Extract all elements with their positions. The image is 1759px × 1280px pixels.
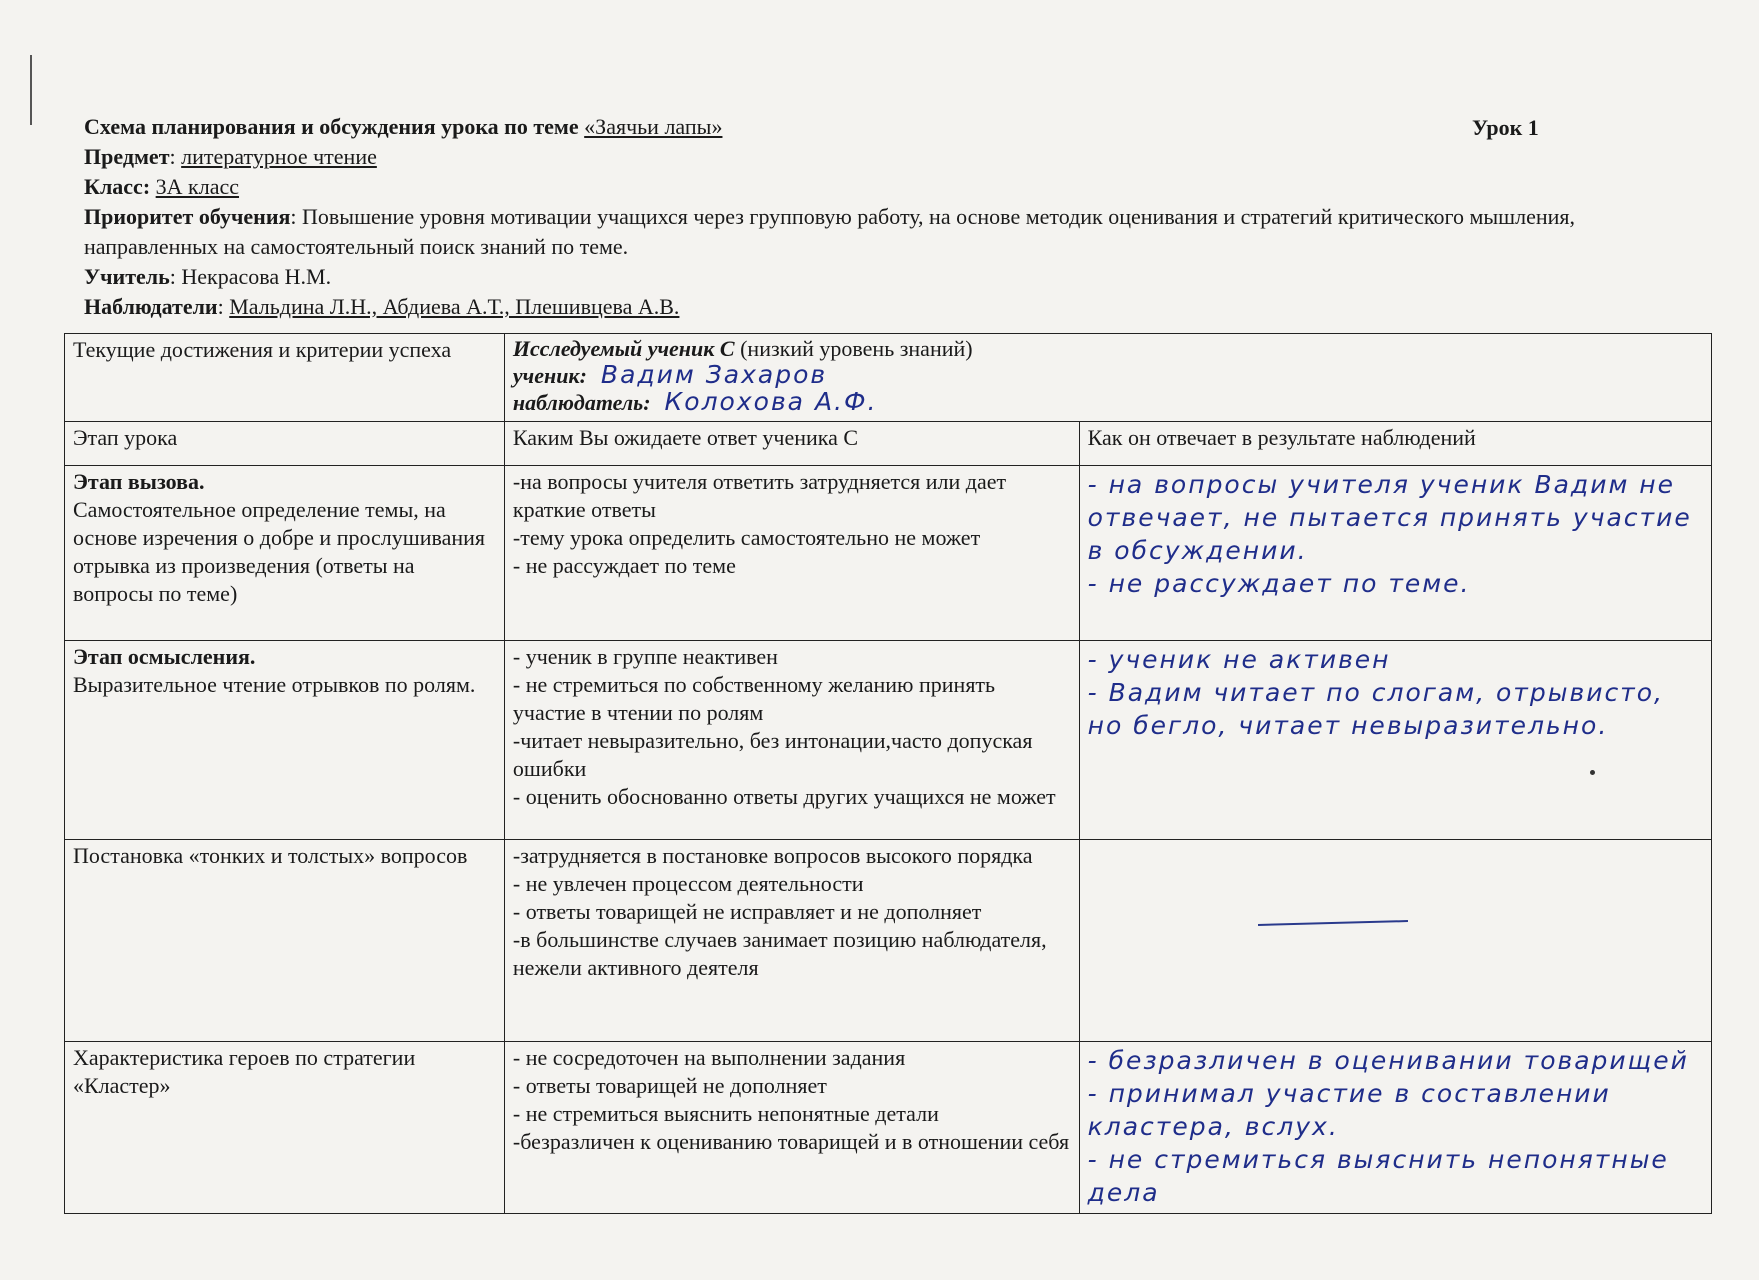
observer-name-handwritten: Колохова А.Ф. (664, 387, 878, 416)
stage-cell (65, 840, 505, 1042)
column-header-expected: Каким Вы ожидаете ответ ученика С (504, 422, 1079, 466)
teacher-label: Учитель (84, 264, 170, 289)
paper-edge-mark (30, 55, 32, 125)
expected-item: -безразличен к оцениванию товарищей и в отношении себя (512, 1129, 1070, 1154)
stage-title: Этап вызова. (73, 469, 205, 494)
priority-line (84, 202, 1704, 262)
table-row (65, 466, 1712, 641)
observed-note-handwritten: - не рассуждает по теме. (1087, 569, 1471, 598)
criteria-header-cell (65, 334, 505, 422)
column-header-row (65, 422, 1712, 466)
observation-table (64, 333, 1712, 1214)
expected-cell (504, 840, 1079, 1042)
teacher-value: : Некрасова Н.М. (169, 264, 332, 289)
observer-line (513, 389, 1703, 416)
subject-value: литературное чтение (181, 144, 377, 169)
stage-cell (65, 1042, 505, 1214)
class-line (84, 172, 1704, 202)
title-label: Схема планирования и обсуждения урока по теме (84, 114, 585, 139)
table-row (65, 1042, 1712, 1214)
observers-line: Наблюдатели: Мальдина Л.Н., Абдиева А.Т., Плешивцева А.В. (84, 294, 680, 319)
document-header (84, 112, 1704, 322)
class-label: Класс: (84, 174, 156, 199)
table-row (65, 641, 1712, 840)
table-top-row (65, 334, 1712, 422)
expected-item: - не стремиться выяснить непонятные детали (512, 1101, 939, 1126)
expected-item: -затрудняется в постановке вопросов высокого порядка (512, 843, 1033, 868)
expected-item: - не стремиться по собственному желанию принять участие в чтении по ролям (512, 672, 996, 725)
student-info-cell (504, 334, 1711, 422)
stage-description: Самостоятельное определение темы, на основе изречения о добре и прослушивания отрывка из произведения (ответы на вопросы по теме) (73, 497, 486, 606)
observed-note-handwritten: - ученик не активен (1087, 645, 1391, 674)
class-value: 3А класс (155, 174, 240, 199)
priority-value: : Повышение уровня мотивации учащихся через групповую работу, на основе методик оценивания и стратегий критического мышления, направленных на самостоятельный поиск знаний по теме. (84, 204, 1576, 259)
student-line (513, 362, 1703, 389)
column-header-observed: Как он отвечает в результате наблюдений (1079, 422, 1711, 466)
expected-item: - оценить обоснованно ответы других учащихся не может (512, 784, 1056, 809)
expected-item: - не сосредоточен на выполнении задания (512, 1045, 906, 1070)
observed-note-handwritten: - не стремиться выяснить непонятные дела (1087, 1145, 1669, 1207)
teacher-line (84, 262, 1704, 292)
observed-cell (1079, 466, 1711, 641)
stage-description: Постановка «тонких и толстых» вопросов (73, 843, 468, 868)
observed-note-handwritten: - безразличен в оценивании товарищей (1087, 1046, 1689, 1075)
criteria-header: Текущие достижения и критерии успеха (73, 337, 452, 362)
observed-note-handwritten: - Вадим читает по слогам, отрывисто, но бегло, читает невыразительно. (1087, 678, 1664, 740)
lesson-number: Урок 1 (1472, 115, 1539, 140)
stage-cell (65, 466, 505, 641)
expected-item: -тему урока определить самостоятельно не может (512, 525, 981, 550)
stage-description: Характеристика героев по стратегии «Кластер» (73, 1045, 416, 1098)
expected-item: -на вопросы учителя ответить затрудняется или дает краткие ответы (512, 469, 1007, 522)
expected-item: - ученик в группе неактивен (512, 644, 778, 669)
stage-cell (65, 641, 505, 840)
expected-cell (504, 466, 1079, 641)
stage-description: Выразительное чтение отрывков по ролям. (73, 672, 476, 697)
student-heading-bold: Исследуемый ученик С (512, 336, 735, 361)
expected-item: - не увлечен процессом деятельности (512, 871, 864, 896)
pen-dash-mark (1258, 920, 1408, 926)
observer-label: наблюдатель: (512, 390, 651, 415)
observed-note-handwritten: - принимал участие в составлении кластера, вслух. (1087, 1079, 1611, 1141)
subject-line: Предмет: литературное чтение (84, 144, 377, 169)
subject-label: Предмет (84, 144, 170, 169)
expected-item: -в большинстве случаев занимает позицию наблюдателя, нежели активного деятеля (512, 927, 1047, 980)
priority-label: Приоритет обучения (84, 204, 291, 229)
observed-note-handwritten: - на вопросы учителя ученик Вадим не отвечает, не пытается принять участие в обсуждении. (1087, 470, 1692, 565)
observed-cell (1079, 641, 1711, 840)
lesson-topic: «Заячьи лапы» (584, 114, 723, 139)
student-heading (513, 336, 1703, 362)
column-header-stage: Этап урока (65, 422, 505, 466)
expected-item: - ответы товарищей не дополняет (512, 1073, 827, 1098)
student-label: ученик: (512, 363, 587, 388)
ink-dot (1590, 770, 1595, 775)
observed-cell (1079, 1042, 1711, 1214)
student-name-handwritten: Вадим Захаров (600, 360, 828, 389)
observers-value: Мальдина Л.Н., Абдиева А.Т., Плешивцева А.В. (229, 294, 680, 319)
student-heading-rest: (низкий уровень знаний) (734, 336, 973, 361)
expected-item: - не рассуждает по теме (512, 553, 736, 578)
observed-cell (1079, 840, 1711, 1042)
expected-cell (504, 641, 1079, 840)
expected-cell (504, 1042, 1079, 1214)
observers-label: Наблюдатели (84, 294, 218, 319)
expected-item: -читает невыразительно, без интонации,часто допуская ошибки (512, 728, 1033, 781)
expected-item: - ответы товарищей не исправляет и не дополняет (512, 899, 982, 924)
header-title-line (84, 112, 1704, 142)
table-row (65, 840, 1712, 1042)
stage-title: Этап осмысления. (73, 644, 256, 669)
